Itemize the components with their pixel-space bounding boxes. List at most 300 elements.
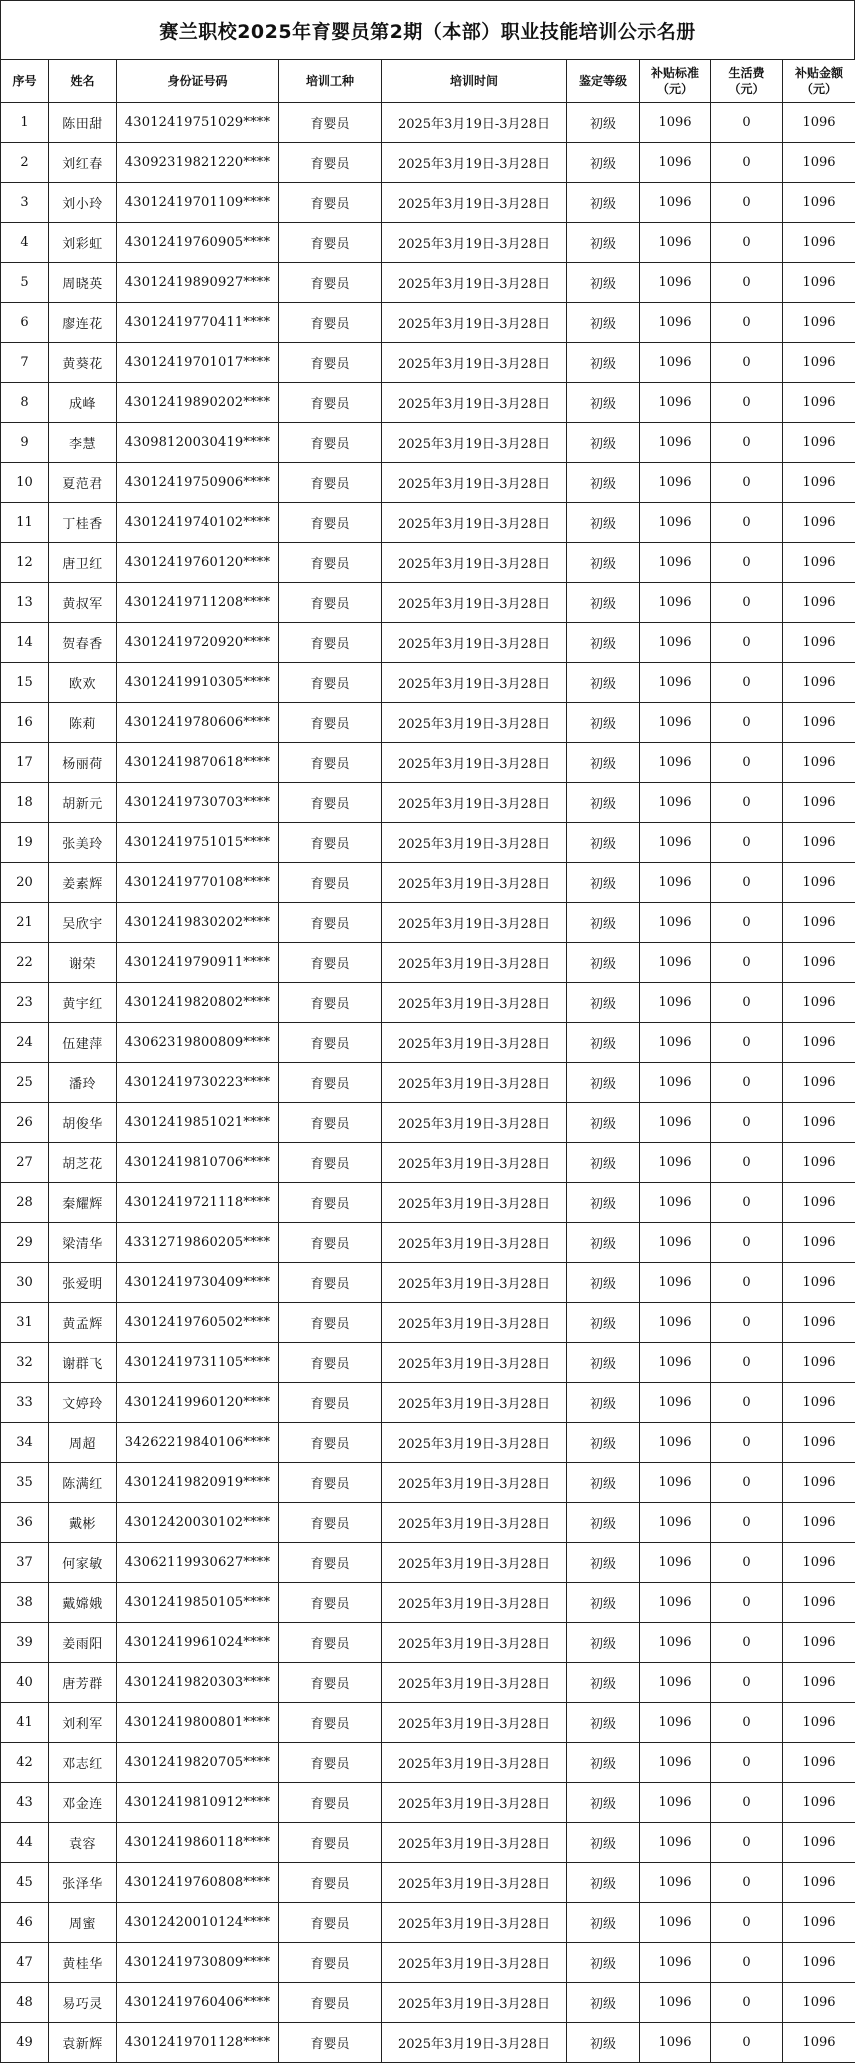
cell-index: 47 — [1, 1943, 49, 1983]
header-subsidy-amount-line1: 补贴金额 — [794, 66, 843, 80]
cell-name: 夏范君 — [49, 463, 117, 503]
cell-id-number: 43092319821220**** — [117, 143, 279, 183]
cell-id-number: 43012419750906**** — [117, 463, 279, 503]
cell-living-allowance: 0 — [711, 863, 783, 903]
table-row — [1, 1903, 855, 1943]
cell-subsidy-standard: 1096 — [640, 1943, 711, 1983]
cell-training-type: 育婴员 — [279, 1423, 382, 1463]
cell-training-period: 2025年3月19日-3月28日 — [382, 1663, 567, 1703]
header-living-allowance-line1: 生活费 — [728, 66, 765, 80]
cell-name: 周超 — [49, 1423, 117, 1463]
cell-index: 41 — [1, 1703, 49, 1743]
cell-index: 3 — [1, 183, 49, 223]
cell-subsidy-standard: 1096 — [640, 1143, 711, 1183]
table-row — [1, 1183, 855, 1223]
cell-index: 25 — [1, 1063, 49, 1103]
cell-training-period: 2025年3月19日-3月28日 — [382, 143, 567, 183]
cell-grade: 初级 — [567, 1903, 640, 1943]
header-living-allowance-line2: （元） — [728, 82, 765, 96]
cell-id-number: 43012419701017**** — [117, 343, 279, 383]
cell-subsidy-standard: 1096 — [640, 223, 711, 263]
cell-training-type: 育婴员 — [279, 543, 382, 583]
cell-subsidy-amount: 1096 — [783, 1743, 855, 1783]
cell-subsidy-amount: 1096 — [783, 423, 855, 463]
cell-id-number: 43012419740102**** — [117, 503, 279, 543]
cell-living-allowance: 0 — [711, 143, 783, 183]
table-row — [1, 103, 855, 143]
cell-training-period: 2025年3月19日-3月28日 — [382, 1463, 567, 1503]
cell-index: 43 — [1, 1783, 49, 1823]
cell-training-period: 2025年3月19日-3月28日 — [382, 1263, 567, 1303]
cell-training-period: 2025年3月19日-3月28日 — [382, 863, 567, 903]
cell-living-allowance: 0 — [711, 1383, 783, 1423]
cell-training-period: 2025年3月19日-3月28日 — [382, 263, 567, 303]
cell-living-allowance: 0 — [711, 1983, 783, 2023]
cell-training-period: 2025年3月19日-3月28日 — [382, 1183, 567, 1223]
cell-grade: 初级 — [567, 343, 640, 383]
cell-name: 陈田甜 — [49, 103, 117, 143]
cell-index: 28 — [1, 1183, 49, 1223]
cell-id-number: 43012420010124**** — [117, 1903, 279, 1943]
cell-name: 胡芝花 — [49, 1143, 117, 1183]
cell-training-period: 2025年3月19日-3月28日 — [382, 743, 567, 783]
cell-living-allowance: 0 — [711, 1063, 783, 1103]
cell-training-period: 2025年3月19日-3月28日 — [382, 1783, 567, 1823]
roster-table — [0, 59, 855, 2063]
cell-training-type: 育婴员 — [279, 783, 382, 823]
cell-index: 18 — [1, 783, 49, 823]
cell-subsidy-amount: 1096 — [783, 343, 855, 383]
cell-training-type: 育婴员 — [279, 1103, 382, 1143]
cell-index: 39 — [1, 1623, 49, 1663]
cell-subsidy-standard: 1096 — [640, 143, 711, 183]
cell-grade: 初级 — [567, 463, 640, 503]
cell-grade: 初级 — [567, 103, 640, 143]
cell-training-type: 育婴员 — [279, 1983, 382, 2023]
cell-subsidy-standard: 1096 — [640, 903, 711, 943]
cell-name: 张泽华 — [49, 1863, 117, 1903]
cell-grade: 初级 — [567, 1943, 640, 1983]
cell-training-period: 2025年3月19日-3月28日 — [382, 943, 567, 983]
cell-index: 24 — [1, 1023, 49, 1063]
header-index: 序号 — [1, 60, 49, 103]
cell-id-number: 43012419730223**** — [117, 1063, 279, 1103]
cell-living-allowance: 0 — [711, 623, 783, 663]
cell-subsidy-standard: 1096 — [640, 463, 711, 503]
cell-name: 邓志红 — [49, 1743, 117, 1783]
cell-subsidy-amount: 1096 — [783, 583, 855, 623]
table-row — [1, 1863, 855, 1903]
cell-living-allowance: 0 — [711, 1503, 783, 1543]
cell-grade: 初级 — [567, 1743, 640, 1783]
cell-grade: 初级 — [567, 183, 640, 223]
table-row — [1, 543, 855, 583]
cell-living-allowance: 0 — [711, 1823, 783, 1863]
cell-subsidy-amount: 1096 — [783, 503, 855, 543]
cell-subsidy-standard: 1096 — [640, 1863, 711, 1903]
cell-id-number: 43012420030102**** — [117, 1503, 279, 1543]
cell-living-allowance: 0 — [711, 183, 783, 223]
table-row — [1, 983, 855, 1023]
cell-grade: 初级 — [567, 983, 640, 1023]
cell-subsidy-amount: 1096 — [783, 663, 855, 703]
table-row — [1, 343, 855, 383]
cell-grade: 初级 — [567, 383, 640, 423]
cell-subsidy-standard: 1096 — [640, 1623, 711, 1663]
cell-training-type: 育婴员 — [279, 1183, 382, 1223]
cell-index: 7 — [1, 343, 49, 383]
cell-living-allowance: 0 — [711, 903, 783, 943]
cell-subsidy-amount: 1096 — [783, 1463, 855, 1503]
cell-subsidy-standard: 1096 — [640, 343, 711, 383]
cell-training-period: 2025年3月19日-3月28日 — [382, 543, 567, 583]
cell-living-allowance: 0 — [711, 303, 783, 343]
cell-training-type: 育婴员 — [279, 383, 382, 423]
cell-name: 谢荣 — [49, 943, 117, 983]
header-subsidy-standard — [640, 60, 711, 103]
cell-name: 吴欣宇 — [49, 903, 117, 943]
table-row — [1, 1543, 855, 1583]
cell-living-allowance: 0 — [711, 663, 783, 703]
cell-name: 戴彬 — [49, 1503, 117, 1543]
cell-id-number: 43098120030419**** — [117, 423, 279, 463]
cell-subsidy-standard: 1096 — [640, 943, 711, 983]
cell-subsidy-amount: 1096 — [783, 623, 855, 663]
table-row — [1, 583, 855, 623]
header-subsidy-standard-line2: （元） — [656, 82, 693, 96]
cell-id-number: 43012419910305**** — [117, 663, 279, 703]
cell-grade: 初级 — [567, 623, 640, 663]
cell-living-allowance: 0 — [711, 943, 783, 983]
cell-subsidy-amount: 1096 — [783, 463, 855, 503]
cell-subsidy-amount: 1096 — [783, 263, 855, 303]
cell-id-number: 43012419800801**** — [117, 1703, 279, 1743]
cell-subsidy-standard: 1096 — [640, 863, 711, 903]
cell-subsidy-amount: 1096 — [783, 1623, 855, 1663]
cell-grade: 初级 — [567, 1983, 640, 2023]
cell-subsidy-standard: 1096 — [640, 103, 711, 143]
cell-index: 29 — [1, 1223, 49, 1263]
cell-index: 44 — [1, 1823, 49, 1863]
cell-subsidy-standard: 1096 — [640, 263, 711, 303]
cell-name: 姜素辉 — [49, 863, 117, 903]
cell-subsidy-standard: 1096 — [640, 383, 711, 423]
cell-id-number: 43012419730703**** — [117, 783, 279, 823]
cell-name: 胡新元 — [49, 783, 117, 823]
cell-subsidy-amount: 1096 — [783, 1343, 855, 1383]
cell-id-number: 43012419890202**** — [117, 383, 279, 423]
cell-index: 6 — [1, 303, 49, 343]
cell-living-allowance: 0 — [711, 1463, 783, 1503]
cell-subsidy-amount: 1096 — [783, 1583, 855, 1623]
table-row — [1, 823, 855, 863]
cell-index: 9 — [1, 423, 49, 463]
cell-subsidy-amount: 1096 — [783, 1543, 855, 1583]
cell-training-type: 育婴员 — [279, 1663, 382, 1703]
cell-name: 秦耀辉 — [49, 1183, 117, 1223]
cell-grade: 初级 — [567, 1583, 640, 1623]
cell-subsidy-standard: 1096 — [640, 1903, 711, 1943]
cell-training-period: 2025年3月19日-3月28日 — [382, 1583, 567, 1623]
cell-training-period: 2025年3月19日-3月28日 — [382, 383, 567, 423]
cell-name: 袁容 — [49, 1823, 117, 1863]
cell-subsidy-standard: 1096 — [640, 623, 711, 663]
cell-training-type: 育婴员 — [279, 343, 382, 383]
cell-training-period: 2025年3月19日-3月28日 — [382, 1623, 567, 1663]
cell-index: 48 — [1, 1983, 49, 2023]
cell-living-allowance: 0 — [711, 1943, 783, 1983]
cell-subsidy-amount: 1096 — [783, 383, 855, 423]
cell-living-allowance: 0 — [711, 2023, 783, 2063]
cell-index: 37 — [1, 1543, 49, 1583]
cell-index: 4 — [1, 223, 49, 263]
cell-id-number: 43012419820919**** — [117, 1463, 279, 1503]
table-row — [1, 1063, 855, 1103]
table-row — [1, 1343, 855, 1383]
cell-living-allowance: 0 — [711, 823, 783, 863]
page-title: 赛兰职校2025年育婴员第2期（本部）职业技能培训公示名册 — [0, 0, 855, 59]
cell-training-type: 育婴员 — [279, 823, 382, 863]
table-row — [1, 943, 855, 983]
cell-living-allowance: 0 — [711, 223, 783, 263]
cell-living-allowance: 0 — [711, 1183, 783, 1223]
cell-training-type: 育婴员 — [279, 663, 382, 703]
cell-training-type: 育婴员 — [279, 1703, 382, 1743]
cell-id-number: 43012419731105**** — [117, 1343, 279, 1383]
cell-subsidy-standard: 1096 — [640, 1103, 711, 1143]
cell-index: 5 — [1, 263, 49, 303]
cell-id-number: 43012419730409**** — [117, 1263, 279, 1303]
cell-subsidy-amount: 1096 — [783, 1263, 855, 1303]
cell-id-number: 43012419760502**** — [117, 1303, 279, 1343]
cell-living-allowance: 0 — [711, 783, 783, 823]
cell-id-number: 43062119930627**** — [117, 1543, 279, 1583]
cell-training-type: 育婴员 — [279, 623, 382, 663]
cell-subsidy-amount: 1096 — [783, 1663, 855, 1703]
cell-name: 张爱明 — [49, 1263, 117, 1303]
table-body — [1, 103, 855, 2063]
cell-subsidy-standard: 1096 — [640, 783, 711, 823]
cell-training-type: 育婴员 — [279, 263, 382, 303]
cell-index: 12 — [1, 543, 49, 583]
cell-subsidy-standard: 1096 — [640, 1743, 711, 1783]
cell-training-type: 育婴员 — [279, 743, 382, 783]
cell-grade: 初级 — [567, 543, 640, 583]
cell-subsidy-amount: 1096 — [783, 1183, 855, 1223]
cell-training-type: 育婴员 — [279, 1503, 382, 1543]
cell-training-period: 2025年3月19日-3月28日 — [382, 2023, 567, 2063]
cell-id-number: 43012419760406**** — [117, 1983, 279, 2023]
cell-training-period: 2025年3月19日-3月28日 — [382, 303, 567, 343]
cell-index: 8 — [1, 383, 49, 423]
cell-subsidy-amount: 1096 — [783, 783, 855, 823]
cell-id-number: 43012419810706**** — [117, 1143, 279, 1183]
cell-training-type: 育婴员 — [279, 103, 382, 143]
cell-training-type: 育婴员 — [279, 503, 382, 543]
cell-grade: 初级 — [567, 2023, 640, 2063]
cell-subsidy-standard: 1096 — [640, 503, 711, 543]
cell-training-type: 育婴员 — [279, 1463, 382, 1503]
cell-index: 1 — [1, 103, 49, 143]
cell-index: 35 — [1, 1463, 49, 1503]
table-header — [1, 60, 855, 103]
cell-training-type: 育婴员 — [279, 863, 382, 903]
cell-subsidy-amount: 1096 — [783, 143, 855, 183]
cell-living-allowance: 0 — [711, 463, 783, 503]
cell-subsidy-standard: 1096 — [640, 1983, 711, 2023]
cell-training-period: 2025年3月19日-3月28日 — [382, 503, 567, 543]
cell-grade: 初级 — [567, 503, 640, 543]
table-row — [1, 1143, 855, 1183]
cell-living-allowance: 0 — [711, 1303, 783, 1343]
cell-grade: 初级 — [567, 1623, 640, 1663]
header-row — [1, 60, 855, 103]
cell-subsidy-standard: 1096 — [640, 1263, 711, 1303]
cell-training-type: 育婴员 — [279, 1543, 382, 1583]
table-row — [1, 463, 855, 503]
cell-living-allowance: 0 — [711, 1623, 783, 1663]
cell-grade: 初级 — [567, 1143, 640, 1183]
table-row — [1, 143, 855, 183]
cell-name: 张美玲 — [49, 823, 117, 863]
cell-training-period: 2025年3月19日-3月28日 — [382, 623, 567, 663]
table-row — [1, 423, 855, 463]
cell-subsidy-standard: 1096 — [640, 983, 711, 1023]
cell-id-number: 43012419760120**** — [117, 543, 279, 583]
cell-training-type: 育婴员 — [279, 1263, 382, 1303]
cell-subsidy-standard: 1096 — [640, 303, 711, 343]
cell-name: 刘小玲 — [49, 183, 117, 223]
cell-id-number: 43012419721118**** — [117, 1183, 279, 1223]
cell-living-allowance: 0 — [711, 1863, 783, 1903]
cell-grade: 初级 — [567, 1303, 640, 1343]
cell-subsidy-amount: 1096 — [783, 1423, 855, 1463]
cell-subsidy-standard: 1096 — [640, 1823, 711, 1863]
table-row — [1, 1983, 855, 2023]
header-training-type: 培训工种 — [279, 60, 382, 103]
cell-training-type: 育婴员 — [279, 1823, 382, 1863]
cell-subsidy-amount: 1096 — [783, 1303, 855, 1343]
cell-training-period: 2025年3月19日-3月28日 — [382, 1503, 567, 1543]
cell-training-period: 2025年3月19日-3月28日 — [382, 1703, 567, 1743]
cell-index: 36 — [1, 1503, 49, 1543]
cell-index: 21 — [1, 903, 49, 943]
cell-index: 42 — [1, 1743, 49, 1783]
cell-name: 欧欢 — [49, 663, 117, 703]
cell-living-allowance: 0 — [711, 1703, 783, 1743]
cell-id-number: 43012419720920**** — [117, 623, 279, 663]
table-row — [1, 263, 855, 303]
cell-name: 戴嫦娥 — [49, 1583, 117, 1623]
cell-grade: 初级 — [567, 1383, 640, 1423]
cell-grade: 初级 — [567, 1503, 640, 1543]
cell-subsidy-standard: 1096 — [640, 1023, 711, 1063]
cell-id-number: 43062319800809**** — [117, 1023, 279, 1063]
cell-living-allowance: 0 — [711, 1543, 783, 1583]
cell-training-period: 2025年3月19日-3月28日 — [382, 583, 567, 623]
cell-subsidy-amount: 1096 — [783, 1823, 855, 1863]
cell-index: 11 — [1, 503, 49, 543]
cell-name: 何家敏 — [49, 1543, 117, 1583]
cell-name: 刘彩虹 — [49, 223, 117, 263]
cell-grade: 初级 — [567, 583, 640, 623]
cell-training-period: 2025年3月19日-3月28日 — [382, 1063, 567, 1103]
cell-subsidy-amount: 1096 — [783, 943, 855, 983]
cell-living-allowance: 0 — [711, 263, 783, 303]
cell-subsidy-amount: 1096 — [783, 183, 855, 223]
table-row — [1, 1303, 855, 1343]
table-row — [1, 1743, 855, 1783]
cell-subsidy-standard: 1096 — [640, 583, 711, 623]
cell-training-type: 育婴员 — [279, 1063, 382, 1103]
cell-training-period: 2025年3月19日-3月28日 — [382, 1903, 567, 1943]
cell-id-number: 43012419820303**** — [117, 1663, 279, 1703]
cell-training-period: 2025年3月19日-3月28日 — [382, 223, 567, 263]
cell-subsidy-amount: 1096 — [783, 1903, 855, 1943]
cell-subsidy-standard: 1096 — [640, 1383, 711, 1423]
cell-grade: 初级 — [567, 1063, 640, 1103]
header-grade: 鉴定等级 — [567, 60, 640, 103]
cell-training-type: 育婴员 — [279, 1343, 382, 1383]
header-id-number: 身份证号码 — [117, 60, 279, 103]
cell-training-period: 2025年3月19日-3月28日 — [382, 1863, 567, 1903]
cell-index: 49 — [1, 2023, 49, 2063]
cell-index: 19 — [1, 823, 49, 863]
cell-training-period: 2025年3月19日-3月28日 — [382, 983, 567, 1023]
cell-subsidy-standard: 1096 — [640, 1503, 711, 1543]
table-row — [1, 663, 855, 703]
cell-id-number: 43012419770411**** — [117, 303, 279, 343]
cell-subsidy-amount: 1096 — [783, 1863, 855, 1903]
table-row — [1, 1223, 855, 1263]
cell-training-type: 育婴员 — [279, 703, 382, 743]
cell-training-type: 育婴员 — [279, 1783, 382, 1823]
cell-training-type: 育婴员 — [279, 423, 382, 463]
cell-subsidy-amount: 1096 — [783, 223, 855, 263]
cell-subsidy-amount: 1096 — [783, 1503, 855, 1543]
cell-grade: 初级 — [567, 863, 640, 903]
cell-training-type: 育婴员 — [279, 1303, 382, 1343]
cell-index: 38 — [1, 1583, 49, 1623]
cell-grade: 初级 — [567, 263, 640, 303]
table-row — [1, 1263, 855, 1303]
cell-subsidy-standard: 1096 — [640, 703, 711, 743]
cell-index: 27 — [1, 1143, 49, 1183]
cell-name: 杨丽荷 — [49, 743, 117, 783]
cell-index: 46 — [1, 1903, 49, 1943]
header-subsidy-standard-line1: 补贴标准 — [650, 66, 699, 80]
cell-index: 13 — [1, 583, 49, 623]
cell-living-allowance: 0 — [711, 383, 783, 423]
cell-name: 廖连花 — [49, 303, 117, 343]
cell-training-period: 2025年3月19日-3月28日 — [382, 1743, 567, 1783]
header-name: 姓名 — [49, 60, 117, 103]
cell-subsidy-amount: 1096 — [783, 303, 855, 343]
cell-training-period: 2025年3月19日-3月28日 — [382, 1543, 567, 1583]
cell-training-period: 2025年3月19日-3月28日 — [382, 1343, 567, 1383]
cell-training-type: 育婴员 — [279, 1143, 382, 1183]
cell-name: 黄葵花 — [49, 343, 117, 383]
cell-id-number: 43012419851021**** — [117, 1103, 279, 1143]
cell-training-type: 育婴员 — [279, 583, 382, 623]
cell-name: 黄宇红 — [49, 983, 117, 1023]
cell-grade: 初级 — [567, 1863, 640, 1903]
cell-grade: 初级 — [567, 1823, 640, 1863]
header-training-period: 培训时间 — [382, 60, 567, 103]
cell-training-period: 2025年3月19日-3月28日 — [382, 1143, 567, 1183]
cell-id-number: 43012419711208**** — [117, 583, 279, 623]
cell-living-allowance: 0 — [711, 1663, 783, 1703]
